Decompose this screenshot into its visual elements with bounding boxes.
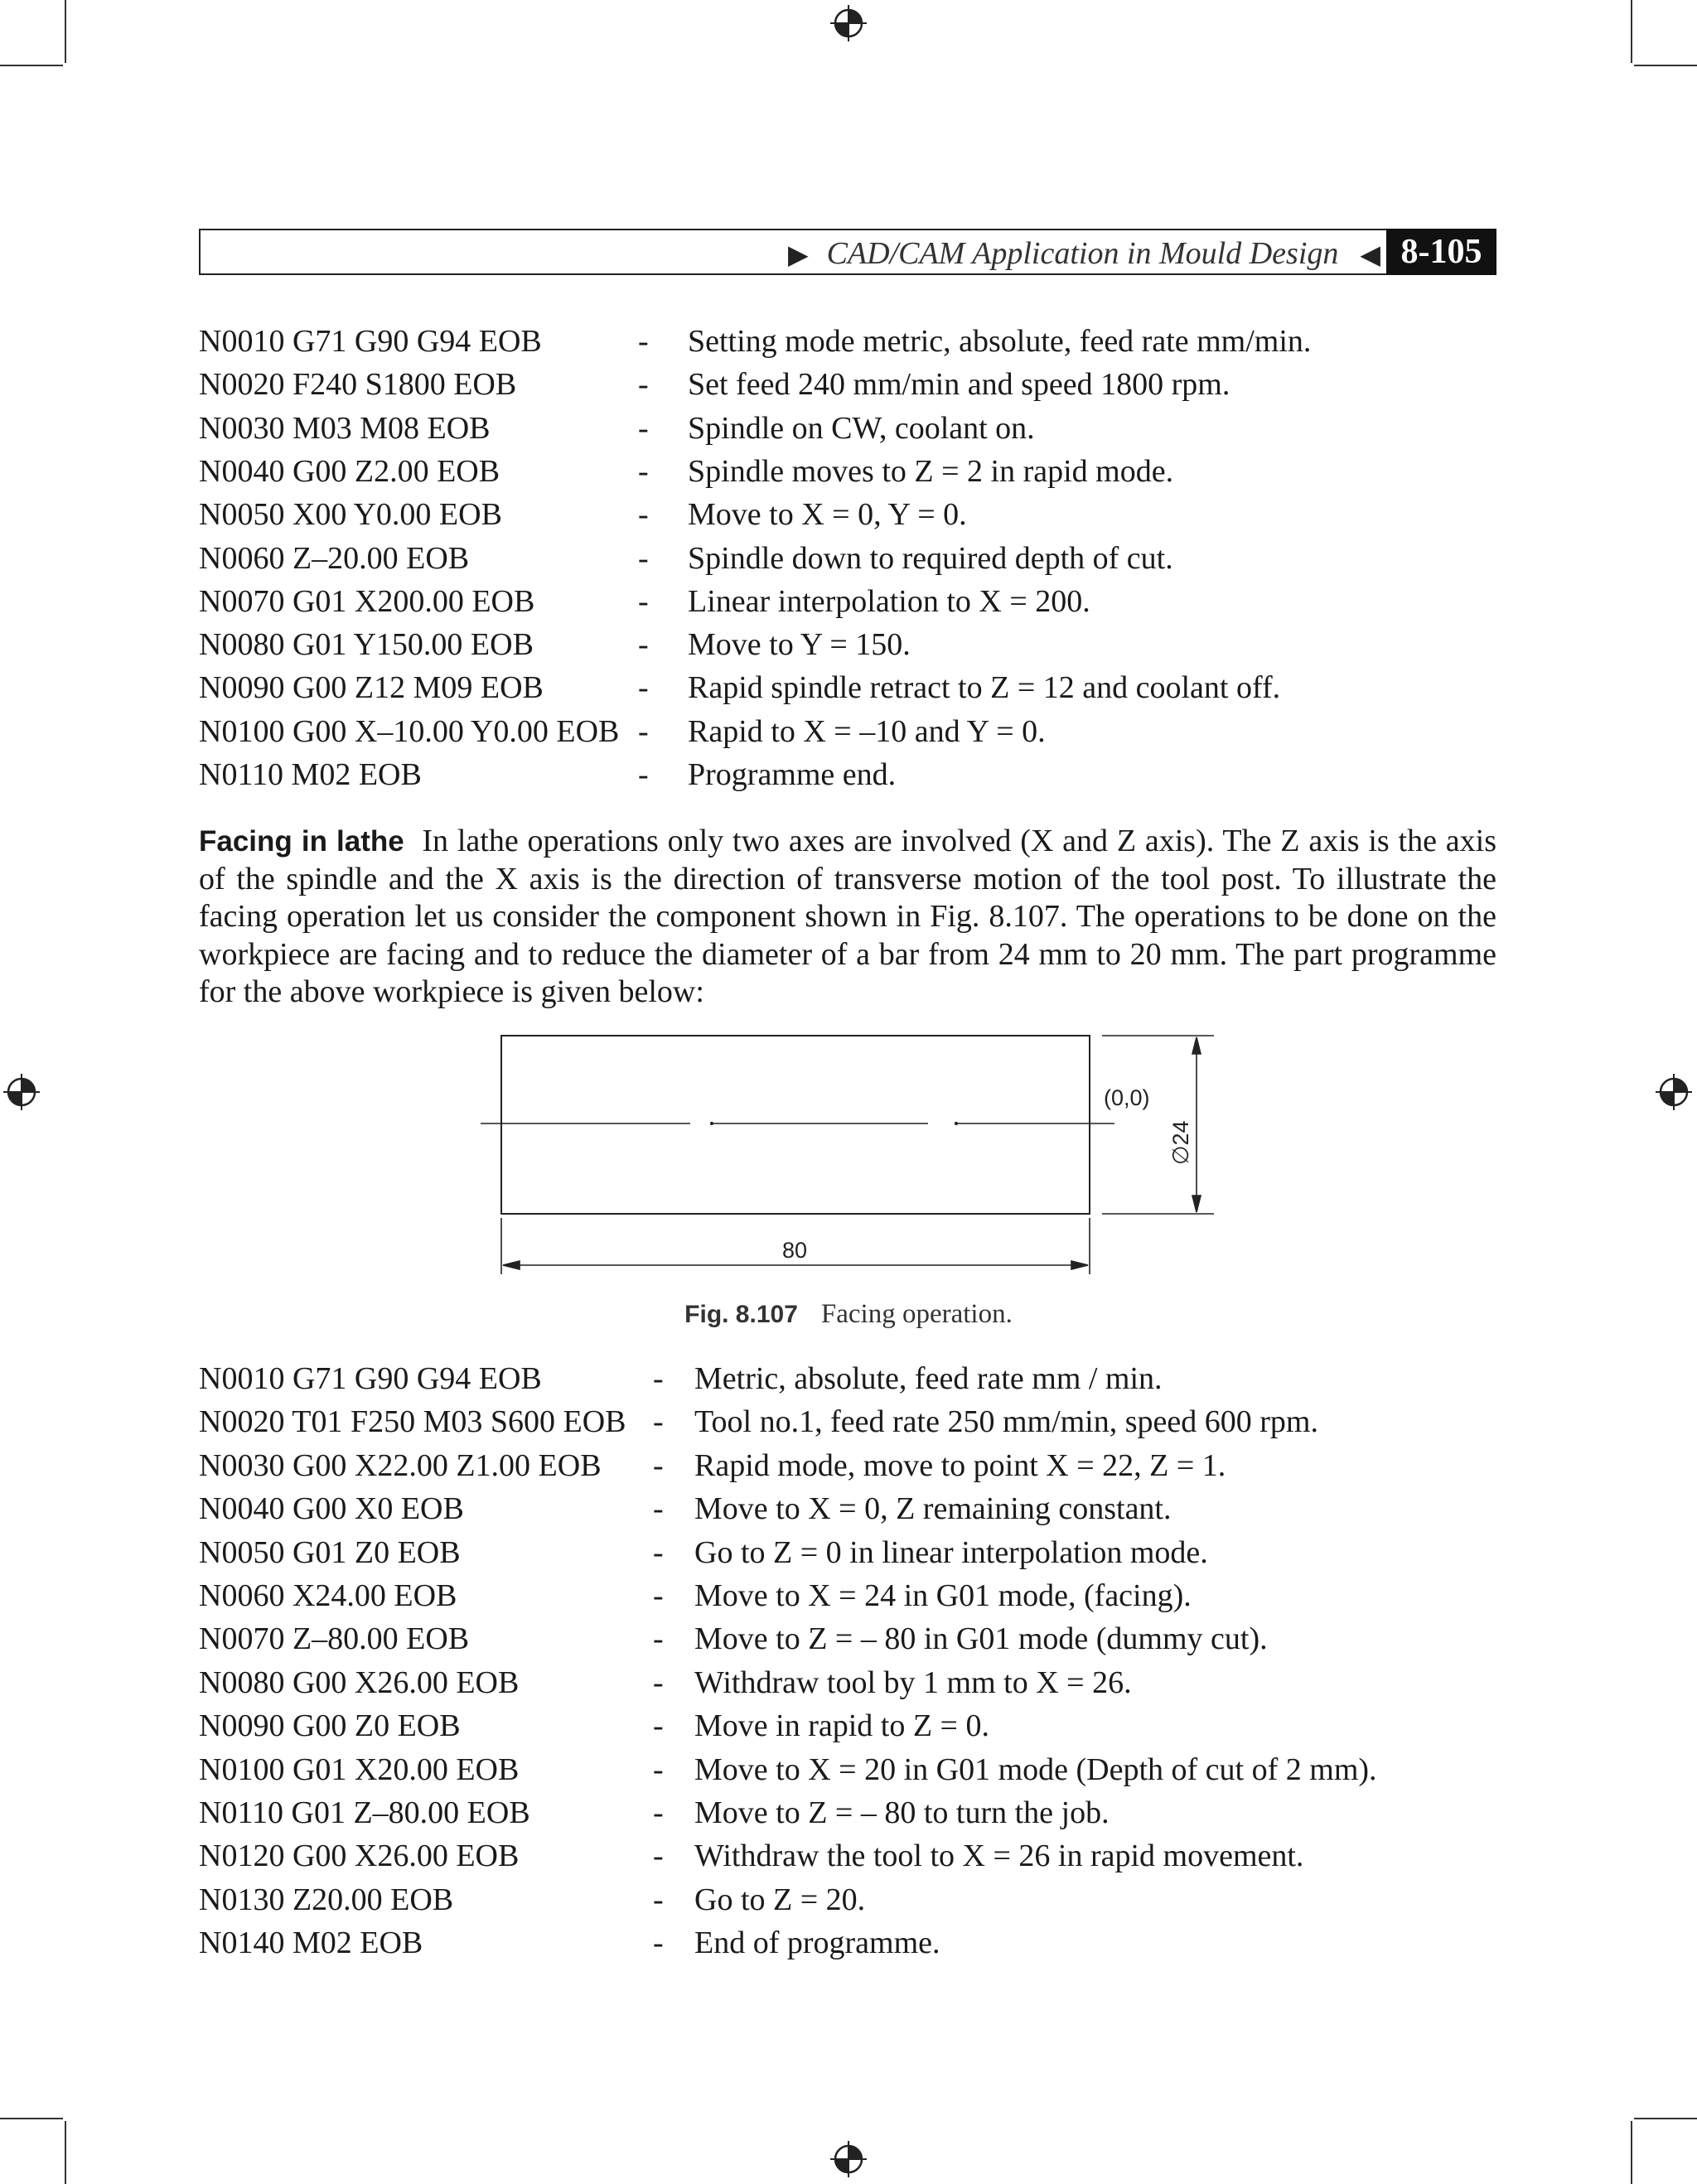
crop-mark [1634, 65, 1697, 66]
separator: - [653, 1491, 664, 1527]
program-line [199, 1791, 1496, 1834]
program-command: N0050 G01 Z0 EOB [199, 1534, 461, 1570]
header-title-group [788, 230, 1380, 277]
program-command: N0040 G00 Z2.00 EOB [199, 453, 500, 489]
separator: - [638, 583, 649, 619]
program-command: N0080 G01 Y150.00 EOB [199, 627, 534, 663]
separator: - [638, 410, 649, 446]
program-line [199, 537, 1496, 580]
program-line [199, 623, 1496, 666]
separator: - [653, 1404, 664, 1440]
separator: - [653, 1665, 664, 1700]
program-description: Programme end. [688, 757, 897, 792]
program-command: N0070 Z–80.00 EOB [199, 1621, 470, 1657]
figure-caption-text: Facing operation. [820, 1299, 1013, 1329]
program-command: N0090 G00 Z0 EOB [199, 1708, 461, 1744]
header-title: CAD/CAM Application in Mould Design [826, 236, 1339, 271]
separator: - [638, 670, 649, 706]
separator: - [638, 713, 649, 749]
program-command: N0020 T01 F250 M03 S600 EOB [199, 1404, 626, 1440]
program-command: N0110 M02 EOB [199, 757, 422, 792]
separator: - [653, 1621, 664, 1657]
program-description: Linear interpolation to X = 200. [688, 583, 1090, 619]
program-description: Spindle down to required depth of cut. [688, 540, 1173, 576]
program-description: Go to Z = 20. [694, 1882, 866, 1917]
program-command: N0100 G01 X20.00 EOB [199, 1752, 520, 1787]
program-line [199, 1574, 1496, 1617]
separator: - [638, 367, 649, 403]
program-command: N0070 G01 X200.00 EOB [199, 583, 535, 619]
separator: - [653, 1882, 664, 1917]
figure-caption [0, 1299, 1697, 1330]
center-line [481, 1123, 1114, 1125]
separator: - [653, 1925, 664, 1961]
program-line [199, 363, 1496, 406]
program-description: Move to Z = – 80 to turn the job. [694, 1795, 1110, 1830]
program-command: N0100 G00 X–10.00 Y0.00 EOB [199, 713, 620, 749]
program-description: Spindle moves to Z = 2 in rapid mode. [688, 453, 1174, 489]
separator: - [638, 324, 649, 359]
program-line [199, 580, 1496, 623]
diameter-dimension [1102, 1036, 1214, 1214]
program-line [199, 1617, 1496, 1660]
program-description: Tool no.1, feed rate 250 mm/min, speed 600 rpm. [694, 1404, 1318, 1440]
body-paragraph [199, 823, 1496, 1012]
program-description: Move to X = 20 in G01 mode (Depth of cut of 2 mm). [694, 1752, 1377, 1787]
crop-mark [65, 2121, 66, 2184]
figure-number: Fig. 8.107 [684, 1301, 798, 1328]
registration-mark-icon [3, 1074, 40, 1110]
separator: - [653, 1752, 664, 1787]
crop-mark [0, 2118, 63, 2119]
program-command: N0130 Z20.00 EOB [199, 1882, 454, 1917]
program-command: N0030 G00 X22.00 Z1.00 EOB [199, 1447, 602, 1483]
separator: - [653, 1839, 664, 1874]
program-command: N0120 G00 X26.00 EOB [199, 1839, 520, 1874]
separator: - [653, 1534, 664, 1570]
separator: - [653, 1708, 664, 1744]
program-command: N0090 G00 Z12 M09 EOB [199, 670, 544, 706]
program-line [199, 320, 1496, 363]
program-line [199, 1704, 1496, 1747]
program-description: Go to Z = 0 in linear interpolation mode. [694, 1534, 1208, 1570]
separator: - [653, 1578, 664, 1613]
workpiece-rectangle [501, 1036, 1090, 1214]
program-line [199, 1878, 1496, 1921]
registration-mark-icon [830, 2141, 867, 2177]
separator: - [638, 540, 649, 576]
program-command: N0110 G01 Z–80.00 EOB [199, 1795, 530, 1830]
program-command: N0020 F240 S1800 EOB [199, 367, 517, 403]
registration-mark-icon [1656, 1074, 1692, 1110]
program-command: N0030 M03 M08 EOB [199, 410, 491, 446]
left-triangle-icon: ◀ [1360, 239, 1380, 269]
program-description: Move to X = 0, Z remaining constant. [694, 1491, 1172, 1527]
separator: - [653, 1795, 664, 1830]
origin-label: (0,0) [1104, 1085, 1150, 1110]
program-description: Withdraw the tool to X = 26 in rapid movement. [694, 1839, 1304, 1874]
program-command: N0010 G71 G90 G94 EOB [199, 1361, 542, 1396]
paragraph-lead: Facing in lathe [199, 825, 404, 858]
program-description: Rapid spindle retract to Z = 12 and coolant off. [688, 670, 1281, 706]
program-line [199, 666, 1496, 709]
separator: - [638, 757, 649, 792]
program-description: Rapid to X = –10 and Y = 0. [688, 713, 1046, 749]
program-line [199, 1748, 1496, 1791]
program-command: N0040 G00 X0 EOB [199, 1491, 464, 1527]
program-line [199, 1661, 1496, 1704]
program-line [199, 407, 1496, 450]
program-description: Set feed 240 mm/min and speed 1800 rpm. [688, 367, 1230, 403]
program-description: Spindle on CW, coolant on. [688, 410, 1035, 446]
program-line [199, 753, 1496, 796]
program-command: N0050 X00 Y0.00 EOB [199, 497, 502, 533]
program-description: Move to Z = – 80 in G01 mode (dummy cut). [694, 1621, 1268, 1657]
program-description: Move to Y = 150. [688, 627, 911, 663]
program-line [199, 493, 1496, 536]
program-command: N0010 G71 G90 G94 EOB [199, 324, 542, 359]
program-line [199, 1834, 1496, 1877]
length-label: 80 [782, 1238, 808, 1263]
crop-mark [1631, 2121, 1632, 2184]
program-description: Metric, absolute, feed rate mm / min. [694, 1361, 1163, 1396]
crop-mark [0, 65, 63, 66]
program-description: Move to X = 0, Y = 0. [688, 497, 967, 533]
program-line [199, 450, 1496, 493]
program-description: Withdraw tool by 1 mm to X = 26. [694, 1665, 1132, 1700]
paragraph-text: In lathe operations only two axes are involved (X and Z axis). The Z axis is the axis of the spindle and the X axis is the direction of transverse motion of the tool post. To illustrate the facing operation let us consider the component shown in Fig. 8.107. The operations to be done on the workpiece are facing and to reduce the diameter of a bar from 24 mm to 20 mm. The part programme for the above workpiece is given below: [199, 824, 1497, 1009]
separator: - [653, 1447, 664, 1483]
program-line [199, 1357, 1496, 1400]
crop-mark [65, 0, 66, 63]
program-line [199, 1400, 1496, 1443]
program-command: N0140 M02 EOB [199, 1925, 423, 1961]
program-description: Setting mode metric, absolute, feed rate mm/min. [688, 324, 1312, 359]
program-command: N0060 X24.00 EOB [199, 1578, 457, 1613]
program-command: N0080 G00 X26.00 EOB [199, 1665, 520, 1700]
program-line [199, 1921, 1496, 1964]
registration-mark-icon [830, 5, 867, 41]
program-description: Rapid mode, move to point X = 22, Z = 1. [694, 1447, 1226, 1483]
page-number: 8-105 [1386, 229, 1496, 275]
separator: - [638, 453, 649, 489]
crop-mark [1634, 2118, 1697, 2119]
running-header [199, 229, 1496, 275]
program-line [199, 1487, 1496, 1530]
right-triangle-icon: ▶ [787, 239, 809, 269]
program-line [199, 1444, 1496, 1487]
facing-figure [464, 1026, 1226, 1283]
crop-mark [1631, 0, 1632, 63]
program-description: Move to X = 24 in G01 mode, (facing). [694, 1578, 1192, 1613]
separator: - [638, 497, 649, 533]
program-command: N0060 Z–20.00 EOB [199, 540, 470, 576]
separator: - [638, 627, 649, 663]
program-description: End of programme. [694, 1925, 940, 1961]
program-description: Move in rapid to Z = 0. [694, 1708, 989, 1744]
program-line [199, 1531, 1496, 1574]
program-line [199, 710, 1496, 753]
separator: - [653, 1361, 664, 1396]
diameter-label: ∅24 [1168, 1120, 1193, 1165]
